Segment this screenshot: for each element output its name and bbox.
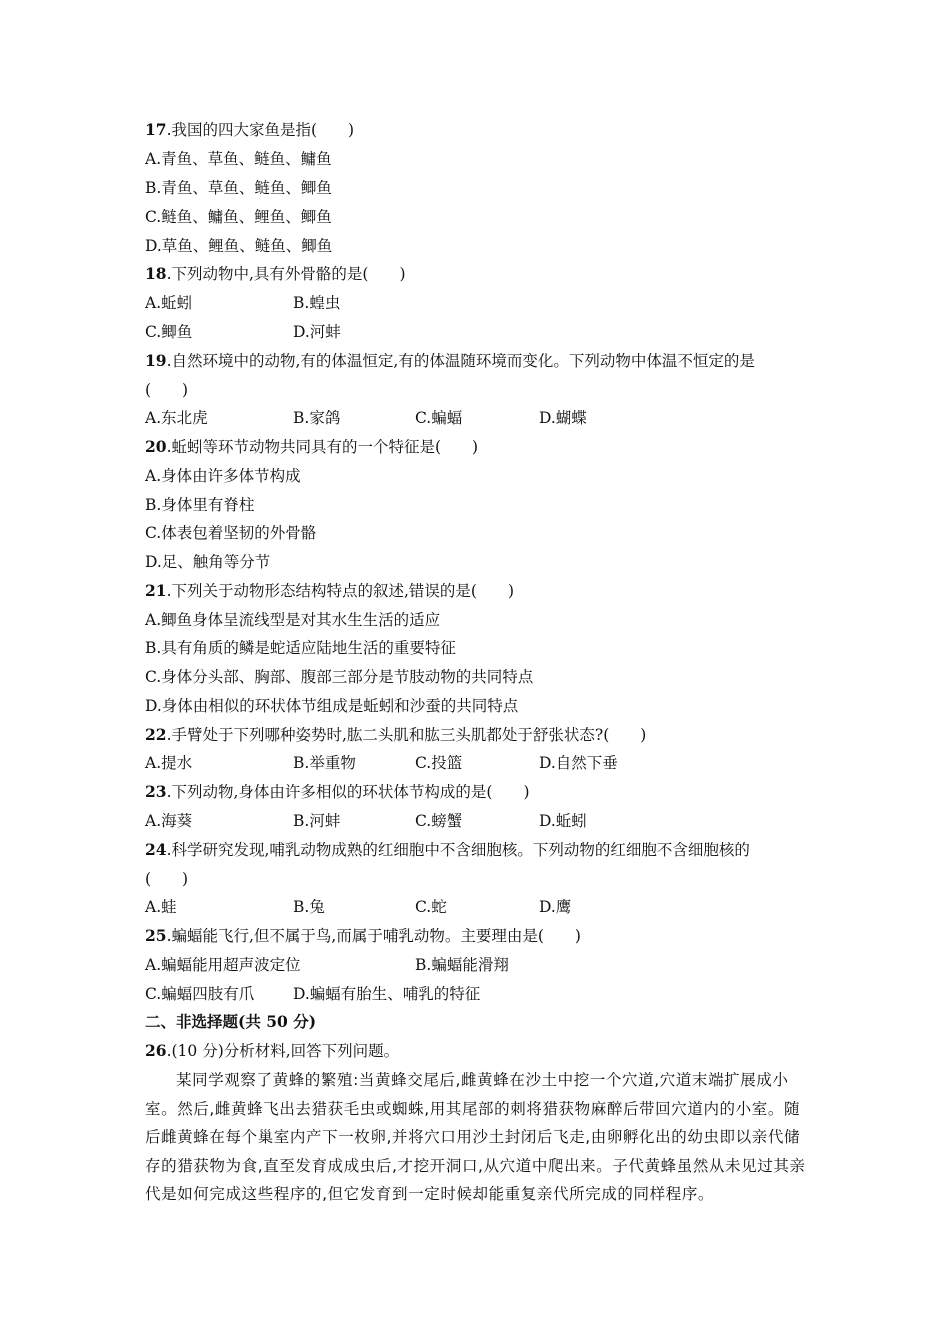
question-number: 23 xyxy=(145,782,167,801)
option-a: A.提水 xyxy=(145,754,193,772)
question-21-stem xyxy=(145,581,514,601)
question-number: 17 xyxy=(145,120,167,139)
option-c: C.身体分头部、胸部、腹部三部分是节肢动物的共同特点 xyxy=(145,668,534,686)
option-b: B.家鸽 xyxy=(293,409,341,427)
question-text: .科学研究发现,哺乳动物成熟的红细胞中不含细胞核。下列动物的红细胞不含细胞核的 xyxy=(166,841,750,859)
option-c: C.鲢鱼、鳙鱼、鲤鱼、鲫鱼 xyxy=(145,208,332,226)
option-a: A.身体由许多体节构成 xyxy=(145,467,301,485)
option-c: C.蝙蝠四肢有爪 xyxy=(145,985,255,1003)
option-b: B.具有角质的鳞是蛇适应陆地生活的重要特征 xyxy=(145,639,456,657)
option-a: A.鲫鱼身体呈流线型是对其水生生活的适应 xyxy=(145,611,441,629)
option-a: A.海葵 xyxy=(145,812,193,830)
option-c: C.鲫鱼 xyxy=(145,323,193,341)
option-b: B.河蚌 xyxy=(293,812,341,830)
question-20-stem xyxy=(145,437,478,457)
option-b: B.兔 xyxy=(293,898,325,916)
question-text: .手臂处于下列哪种姿势时,肱二头肌和肱三头肌都处于舒张状态?( ) xyxy=(166,726,647,744)
section-heading: 二、非选择题(共 50 分) xyxy=(145,1012,317,1031)
question-text: .下列关于动物形态结构特点的叙述,错误的是( ) xyxy=(166,582,515,600)
option-a: A.蛙 xyxy=(145,898,177,916)
option-d: D.蝴蝶 xyxy=(539,409,587,427)
option-d: D.草鱼、鲤鱼、鲢鱼、鲫鱼 xyxy=(145,237,333,255)
question-text: .自然环境中的动物,有的体温恒定,有的体温随环境而变化。下列动物中体温不恒定的是 xyxy=(166,352,755,370)
option-b: B.青鱼、草鱼、鲢鱼、鲫鱼 xyxy=(145,179,332,197)
question-23-stem xyxy=(145,782,530,802)
material-paragraph: 某同学观察了黄蜂的繁殖:当黄蜂交尾后,雌黄蜂在沙土中挖一个穴道,穴道末端扩展成小室。然后,雌黄蜂飞出去猎获毛虫或蜘蛛,用其尾部的刺将猎获物麻醉后带回穴道内的小室。随后雌黄蜂在每个巢室内产下一枚卵,并将穴口用沙土封闭后飞走,由卵孵化出的幼虫即以亲代储存的猎获物为食,直至发育成成虫后,才挖开洞口,从穴道中爬出来。子代黄蜂虽然从未见过其亲代是如何完成这些程序的,但它发育到一定时候却能重复亲代所完成的同样程序。 xyxy=(145,1071,806,1203)
option-a: A.东北虎 xyxy=(145,409,208,427)
option-a: A.青鱼、草鱼、鲢鱼、鳙鱼 xyxy=(145,150,332,168)
option-b: B.蝗虫 xyxy=(293,294,341,312)
question-26-stem xyxy=(145,1041,399,1061)
option-d: D.自然下垂 xyxy=(539,754,618,772)
option-c: C.体表包着坚韧的外骨骼 xyxy=(145,524,317,542)
question-text: .我国的四大家鱼是指( ) xyxy=(166,121,355,139)
question-18-stem xyxy=(145,264,406,284)
reading-material xyxy=(145,1066,815,1209)
question-number: 22 xyxy=(145,725,167,744)
question-text: .蚯蚓等环节动物共同具有的一个特征是( ) xyxy=(166,438,479,456)
option-b: B.蝙蝠能滑翔 xyxy=(415,956,509,974)
option-b: B.身体里有脊柱 xyxy=(145,496,255,514)
question-19-stem xyxy=(145,351,755,371)
answer-bracket: ( ) xyxy=(145,870,189,888)
question-number: 26 xyxy=(145,1041,167,1060)
question-text: .下列动物中,具有外骨骼的是( ) xyxy=(166,265,406,283)
option-d: D.河蚌 xyxy=(293,323,341,341)
question-number: 18 xyxy=(145,264,167,283)
option-d: D.足、触角等分节 xyxy=(145,553,271,571)
question-17-stem xyxy=(145,120,354,140)
option-c: C.蝙蝠 xyxy=(415,409,463,427)
question-25-stem xyxy=(145,926,581,946)
question-22-stem xyxy=(145,725,646,745)
option-d: D.蝙蝠有胎生、哺乳的特征 xyxy=(293,985,481,1003)
question-number: 20 xyxy=(145,437,167,456)
option-d: D.蚯蚓 xyxy=(539,812,587,830)
option-a: A.蚯蚓 xyxy=(145,294,193,312)
question-number: 25 xyxy=(145,926,167,945)
answer-bracket: ( ) xyxy=(145,381,189,399)
question-number: 24 xyxy=(145,840,167,859)
option-c: C.蛇 xyxy=(415,898,447,916)
question-24-stem xyxy=(145,840,750,860)
option-c: C.螃蟹 xyxy=(415,812,463,830)
question-text: .(10 分)分析材料,回答下列问题。 xyxy=(166,1042,400,1060)
option-a: A.蝙蝠能用超声波定位 xyxy=(145,956,301,974)
option-d: D.身体由相似的环状体节组成是蚯蚓和沙蚕的共同特点 xyxy=(145,697,519,715)
option-b: B.举重物 xyxy=(293,754,356,772)
question-number: 19 xyxy=(145,351,167,370)
question-text: .蝙蝠能飞行,但不属于鸟,而属于哺乳动物。主要理由是( ) xyxy=(166,927,581,945)
option-c: C.投篮 xyxy=(415,754,463,772)
option-d: D.鹰 xyxy=(539,898,572,916)
question-number: 21 xyxy=(145,581,167,600)
question-text: .下列动物,身体由许多相似的环状体节构成的是( ) xyxy=(166,783,530,801)
